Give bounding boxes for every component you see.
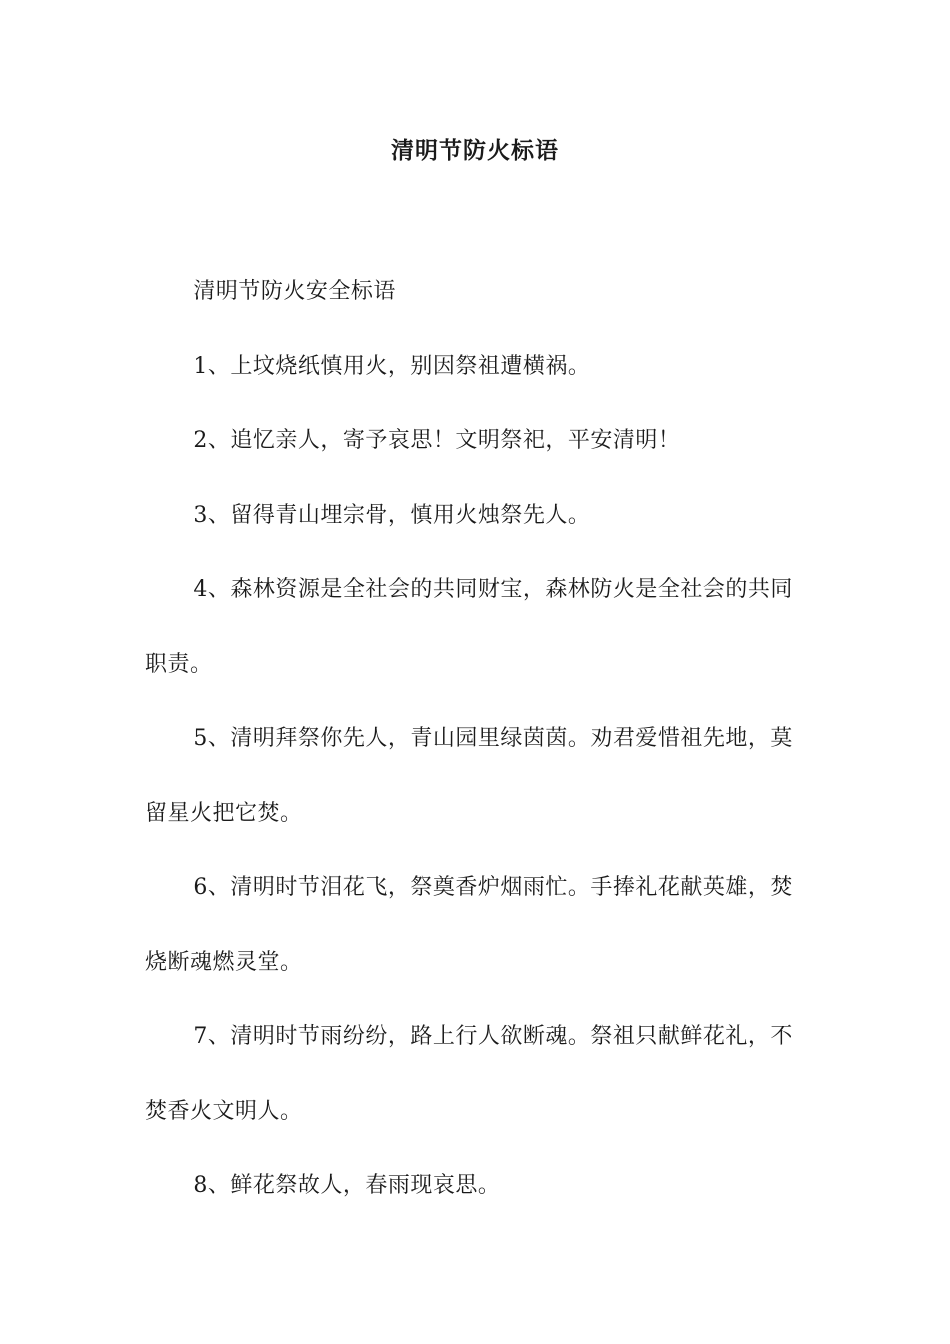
section-heading: 清明节防火安全标语 (193, 279, 396, 304)
slogan-item-6: 6、清明时节泪花飞，祭奠香炉烟雨忙。手捧礼花献英雄，焚烧断魂燃灵堂。 (145, 875, 793, 975)
slogan-item-2: 2、追忆亲人，寄予哀思！文明祭祀，平安清明！ (193, 428, 681, 453)
slogan-item-7: 7、清明时节雨纷纷，路上行人欲断魂。祭祖只献鲜花礼，不焚香火文明人。 (145, 1024, 793, 1124)
document-body (145, 255, 810, 1224)
slogan-item-8: 8、鲜花祭故人，春雨现哀思。 (193, 1173, 501, 1198)
document-title: 清明节防火标语 (391, 137, 559, 164)
slogan-item-3: 3、留得青山埋宗骨，慎用火烛祭先人。 (193, 502, 591, 528)
slogan-item-4: 4、森林资源是全社会的共同财宝，森林防火是全社会的共同职责。 (145, 577, 793, 677)
slogan-item-5: 5、清明拜祭你先人，青山园里绿茵茵。劝君爱惜祖先地，莫留星火把它焚。 (145, 726, 793, 826)
slogan-item-1: 1、上坟烧纸慎用火，别因祭祖遭横祸。 (193, 353, 591, 379)
